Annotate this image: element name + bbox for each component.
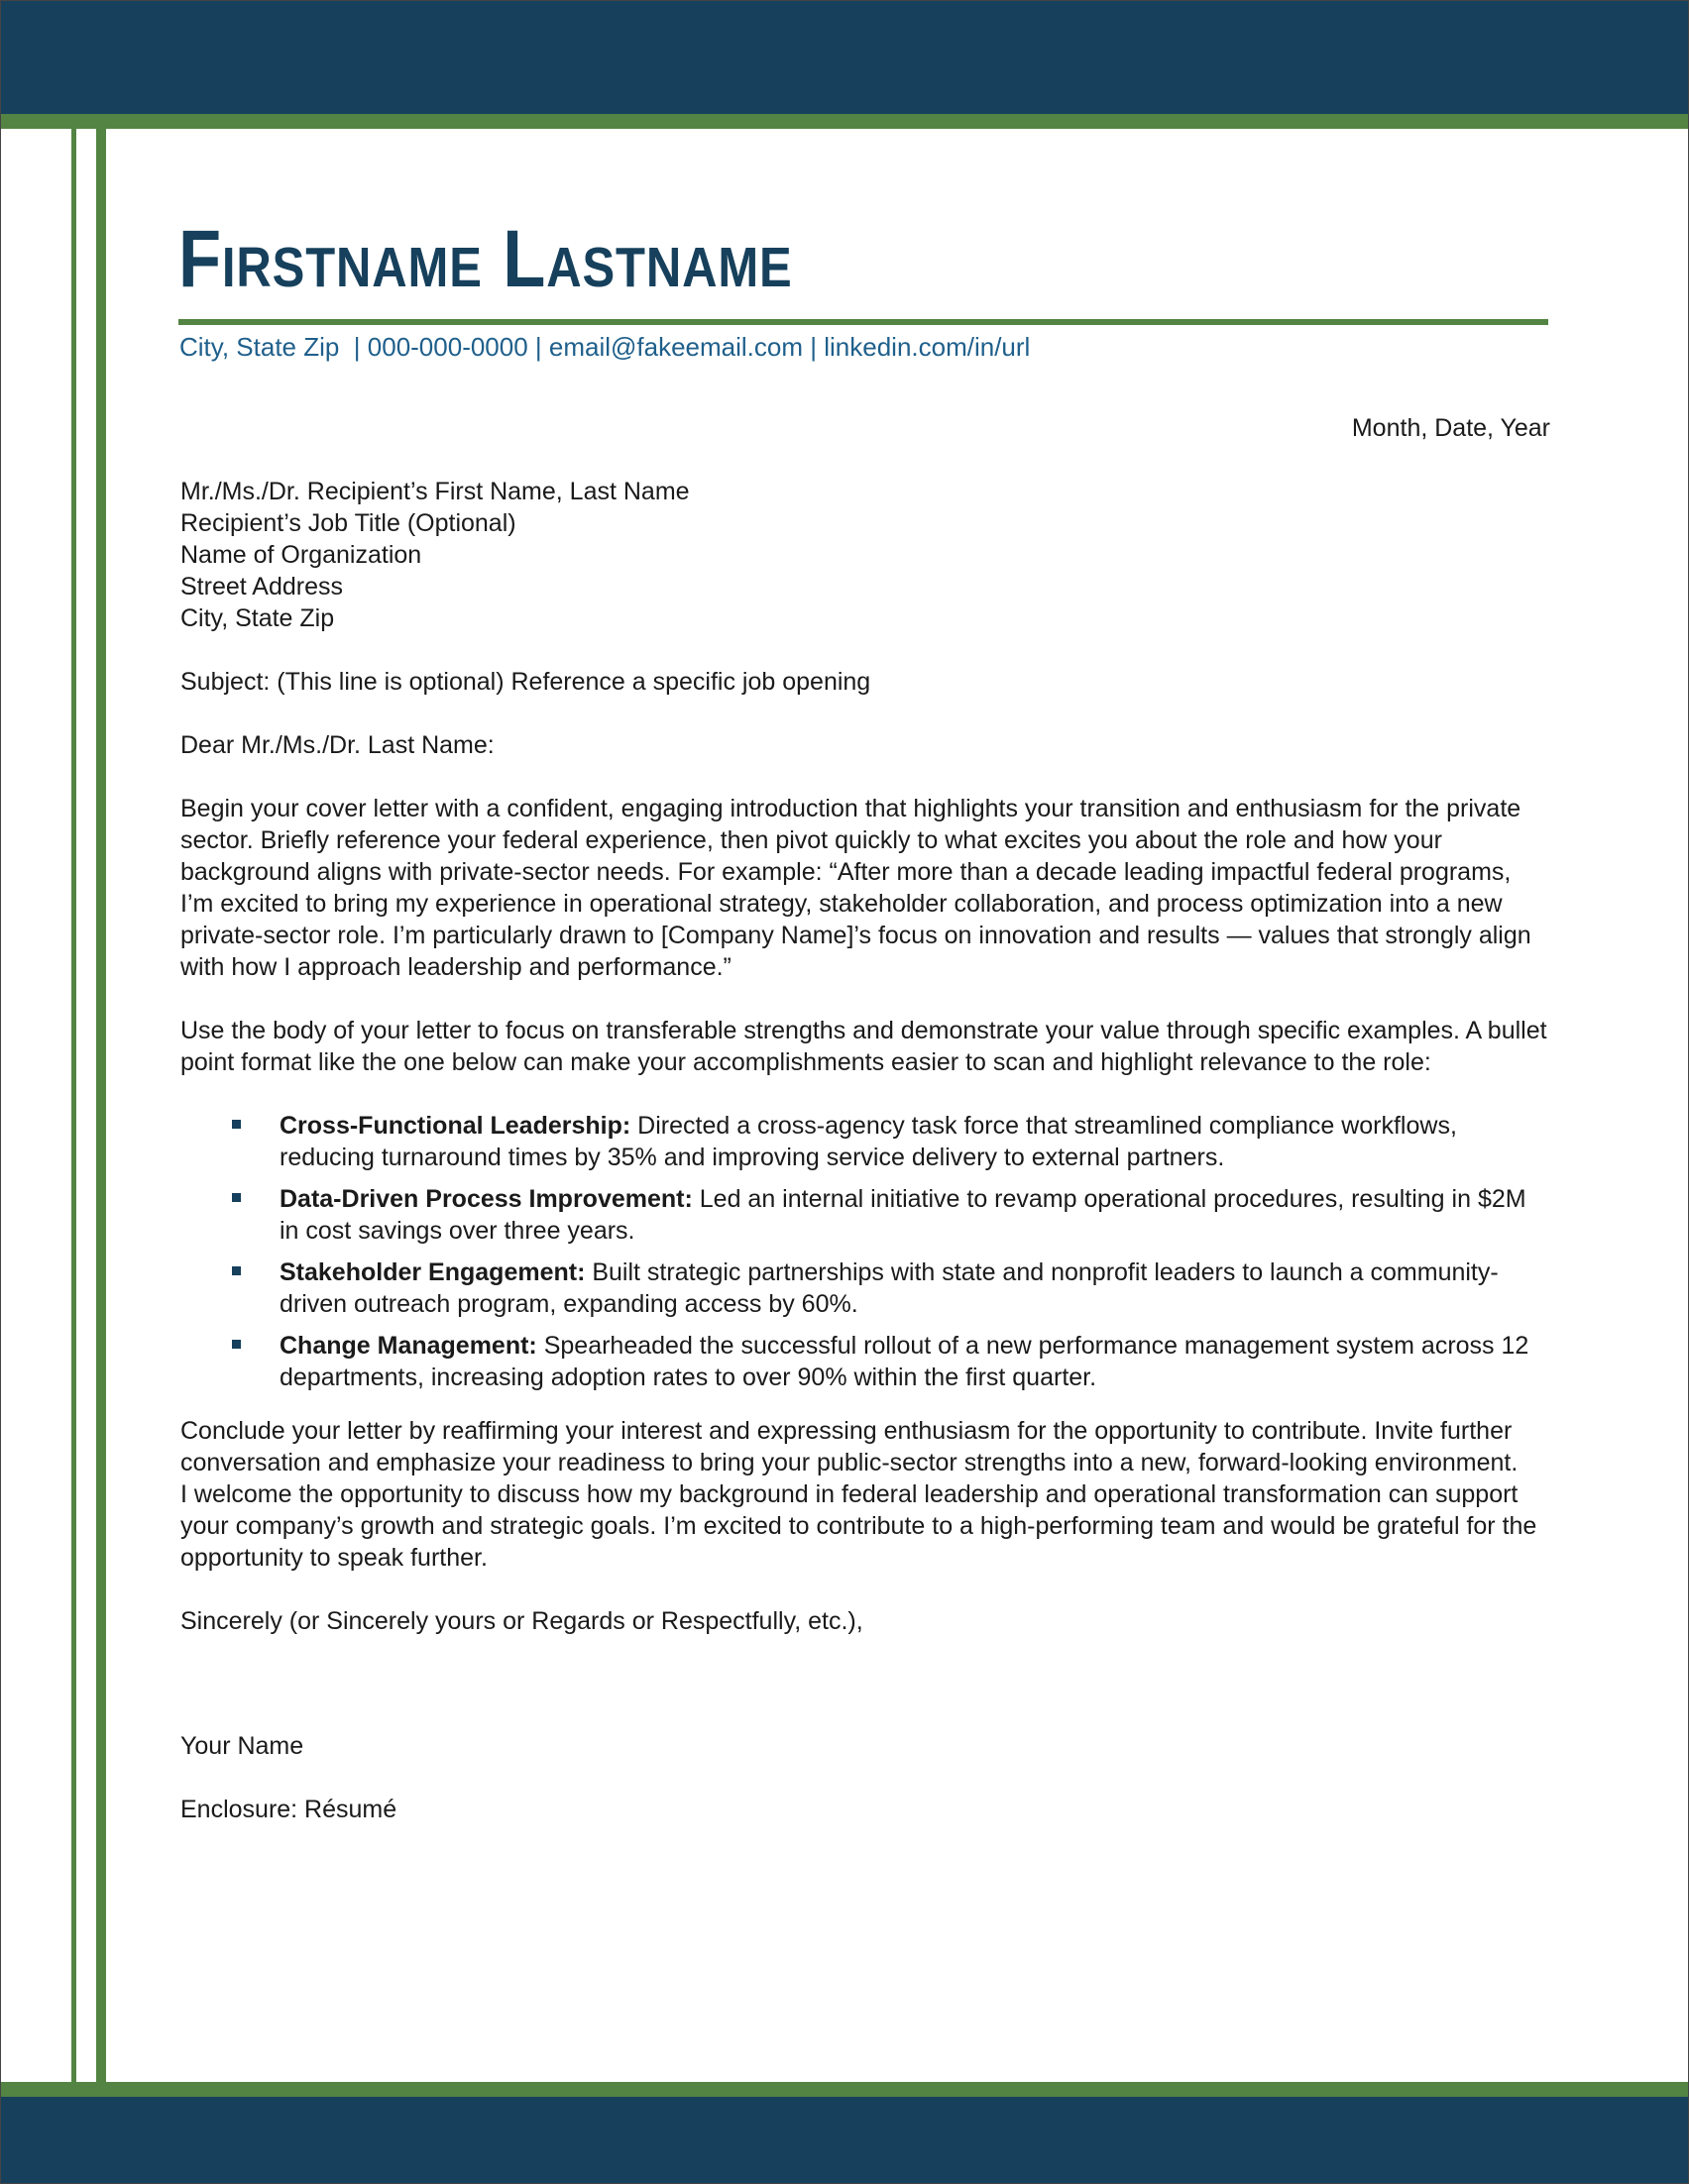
recipient-city: City, State Zip: [180, 604, 335, 632]
recipient-name: Mr./Ms./Dr. Recipient’s First Name, Last Name: [180, 478, 690, 505]
bullet-title: Cross-Functional Leadership:: [280, 1112, 631, 1140]
bottom-navy-band: [1, 2097, 1688, 2183]
top-navy-band: [1, 1, 1688, 114]
recipient-organization: Name of Organization: [180, 541, 422, 569]
bullet-title: Stakeholder Engagement:: [280, 1258, 586, 1286]
body-paragraph: Use the body of your letter to focus on transferable strengths and demonstrate your value through specific examples. A bullet point format like the one below can make your accomplishments easier to scan and highlight relevance to the role:: [180, 1017, 1547, 1076]
salutation: Dear Mr./Ms./Dr. Last Name:: [180, 731, 495, 759]
bullet-title: Data-Driven Process Improvement:: [280, 1185, 693, 1213]
recipient-title: Recipient’s Job Title (Optional): [180, 509, 516, 537]
recipient-address: [180, 476, 1550, 634]
list-item: [180, 1256, 1550, 1320]
left-thick-green-line: [96, 129, 106, 2082]
signature-space: [180, 1637, 1550, 1730]
list-item: [180, 1183, 1550, 1247]
recipient-street: Street Address: [180, 573, 343, 601]
signature-name: Your Name: [180, 1732, 304, 1760]
intro-paragraph: Begin your cover letter with a confident, engaging introduction that highlights your transition and enthusiasm for the private sector. Briefly reference your federal experience, then pivot quickly to what excites you about the role and how your background aligns with private-sector needs. For example: “After more than a decade leading impactful federal programs, I’m excited to bring my experience in operational strategy, stakeholder collaboration, and process optimization into a new private-sector role. I’m particularly drawn to [Company Name]’s focus on innovation and results — values that strongly align with how I approach leadership and performance.”: [180, 795, 1531, 981]
conclusion-paragraph: Conclude your letter by reaffirming your interest and expressing enthusiasm for the opportunity to contribute. Invite further conversation and emphasize your readiness to bring your public-sector strengths into a new, forward-looking environment.: [180, 1417, 1519, 1476]
conclusion: [180, 1415, 1550, 1574]
bullet-text: Directed a cross-agency task force that streamlined compliance workflows, reducing turnaround times by 35% and improving service delivery to external partners.: [280, 1112, 1457, 1171]
left-thin-green-line: [71, 129, 76, 2082]
accomplishment-list: [180, 1110, 1550, 1393]
enclosure-line: Enclosure: Résumé: [180, 1796, 397, 1823]
bullet-text: Built strategic partnerships with state and nonprofit leaders to launch a community-driven outreach program, expanding access by 60%.: [280, 1258, 1499, 1318]
letter-body: [180, 412, 1550, 1857]
list-item: [180, 1110, 1550, 1173]
list-item: [180, 1330, 1550, 1393]
bullet-text: Led an internal initiative to revamp operational procedures, resulting in $2M in cost savings over three years.: [280, 1185, 1526, 1245]
applicant-name: Firstname Lastname: [178, 214, 793, 304]
header-rule: [178, 319, 1548, 325]
bullet-text: Spearheaded the successful rollout of a new performance management system across 12 departments, increasing adoption rates to over 90% within the first quarter.: [280, 1332, 1529, 1391]
bullet-title: Change Management:: [280, 1332, 537, 1360]
square-bullet-icon: [232, 1266, 241, 1275]
square-bullet-icon: [232, 1193, 241, 1202]
welcome-paragraph: I welcome the opportunity to discuss how my background in federal leadership and operational transformation can support your company’s growth and strategic goals. I’m excited to contribute to a high-performing team and would be grateful for the opportunity to speak further.: [180, 1480, 1537, 1572]
top-green-stripe: [1, 114, 1688, 129]
square-bullet-icon: [232, 1120, 241, 1129]
contact-line: City, State Zip | 000-000-0000 | email@fakeemail.com | linkedin.com/in/url: [179, 332, 1031, 362]
letter-date: Month, Date, Year: [1351, 414, 1550, 442]
subject-line: Subject: (This line is optional) Reference a specific job opening: [180, 668, 871, 696]
bottom-green-stripe: [1, 2082, 1688, 2097]
square-bullet-icon: [232, 1340, 241, 1349]
closing: Sincerely (or Sincerely yours or Regards or Respectfully, etc.),: [180, 1607, 863, 1635]
